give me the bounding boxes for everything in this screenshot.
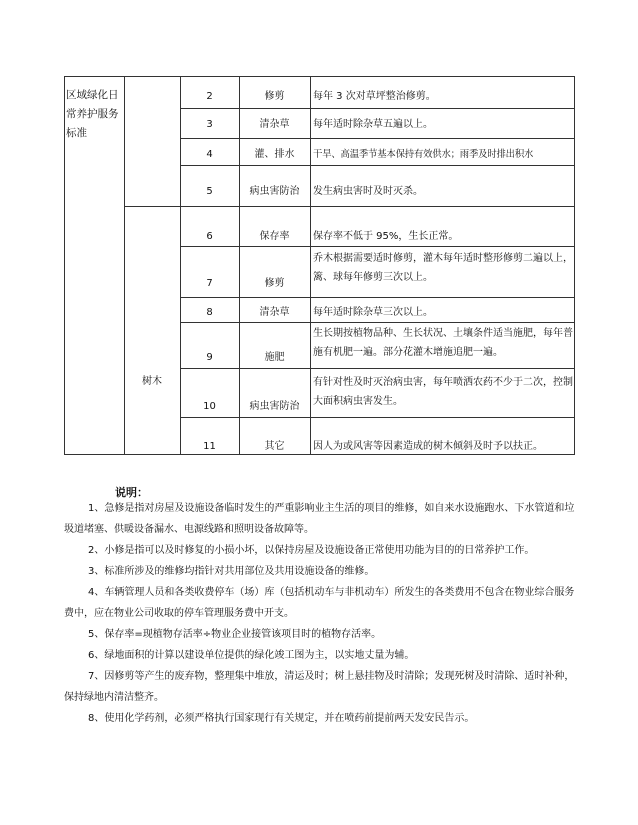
- row-description: 每年适时除杂草三次以上。: [313, 307, 433, 318]
- row-description: 有针对性及时灭治病虫害，每年喷洒农药不少于二次，控制大面积病虫害发生。: [313, 377, 573, 407]
- notes-title: 说明：: [115, 486, 148, 499]
- table-border-left: [64, 76, 65, 455]
- row-description: 每年 3 次对草坪整治修剪。: [313, 91, 436, 102]
- column-divider-1: [124, 76, 125, 455]
- row-item: 保存率: [259, 231, 290, 242]
- row-description: 乔木根据需要适时修剪，灌木每年适时整形修剪二遍以上，篱、球每年修剪三次以上。: [313, 253, 573, 283]
- row-number: 8: [206, 307, 213, 318]
- row-description: 因人为或风害等因素造成的树木倾斜及时予以扶正。: [313, 441, 543, 452]
- table-border-right: [574, 76, 575, 455]
- row-item: 病虫害防治: [249, 186, 300, 197]
- row-divider: [180, 246, 575, 247]
- row-number: 11: [203, 441, 216, 452]
- row-number: 4: [206, 149, 213, 160]
- row-description: 生长期按植物品种、生长状况、土壤条件适当施肥，每年普施有机肥一遍。部分花灌木增施追肥一遍。: [313, 328, 573, 358]
- row-item: 清杂草: [259, 307, 290, 318]
- note-item: 1、急修是指对房屋及设施设备临时发生的严重影响业主生活的项目的维修，如自来水设施跑水、下水管道和垃圾道堵塞、供暖设备漏水、电源线路和照明设备故障等。: [64, 503, 575, 535]
- column-divider-4: [310, 76, 311, 455]
- row-item: 施肥: [264, 352, 285, 363]
- row-item: 清杂草: [259, 119, 290, 130]
- row-description: 干旱、高温季节基本保持有效供水；雨季及时排出积水: [313, 149, 534, 160]
- note-item: 5、保存率=现植物存活率÷物业企业接管该项目时的植物存活率。: [88, 629, 382, 640]
- row-number: 5: [206, 186, 213, 197]
- note-item: 7、因修剪等产生的废弃物，整理集中堆放，清运及时；树上悬挂物及时清除；发现死树及时清除、适时补种，保持绿地内清洁整齐。: [64, 671, 575, 703]
- category-cell: 区域绿化日常养护服务标准: [66, 89, 119, 139]
- row-number: 9: [206, 352, 213, 363]
- note-item: 6、绿地面积的计算以建设单位提供的绿化竣工图为主，以实地丈量为辅。: [88, 650, 415, 661]
- note-item: 2、小修是指可以及时修复的小损小坏，以保持房屋及设施设备正常使用功能为目的的日常养护工作。: [88, 545, 535, 556]
- row-description: 发生病虫害时及时灭杀。: [313, 186, 423, 197]
- row-description: 保存率不低于 95%，生长正常。: [313, 231, 459, 242]
- row-number: 3: [206, 119, 213, 130]
- row-divider: [180, 138, 575, 139]
- row-divider: [180, 417, 575, 418]
- row-divider: [180, 368, 575, 369]
- row-number: 10: [203, 401, 216, 412]
- row-item: 病虫害防治: [249, 401, 300, 412]
- row-description: 每年适时除杂草五遍以上。: [313, 119, 433, 130]
- row-item: 修剪: [264, 278, 285, 289]
- group-label-trees: 树木: [142, 376, 162, 387]
- note-item: 3、标准所涉及的维修均指针对共用部位及共用设施设备的维修。: [88, 566, 375, 577]
- row-number: 7: [206, 278, 213, 289]
- row-divider: [180, 297, 575, 298]
- row-item: 灌、排水: [254, 149, 295, 160]
- row-divider: [180, 108, 575, 109]
- row-divider: [180, 322, 575, 323]
- row-item: 修剪: [264, 91, 285, 102]
- note-item: 8、使用化学药剂，必须严格执行国家现行有关规定，并在喷药前提前两天发安民告示。: [88, 713, 475, 724]
- row-divider: [180, 165, 575, 166]
- row-number: 6: [206, 231, 213, 242]
- group-divider: [124, 206, 575, 207]
- note-item: 4、车辆管理人员和各类收费停车（场）库（包括机动车与非机动车）所发生的各类费用不包含在物业综合服务费中，应在物业公司收取的停车管理服务费中开支。: [64, 587, 575, 619]
- table-border-top: [64, 76, 575, 77]
- row-item: 其它: [264, 441, 285, 452]
- row-number: 2: [206, 91, 213, 102]
